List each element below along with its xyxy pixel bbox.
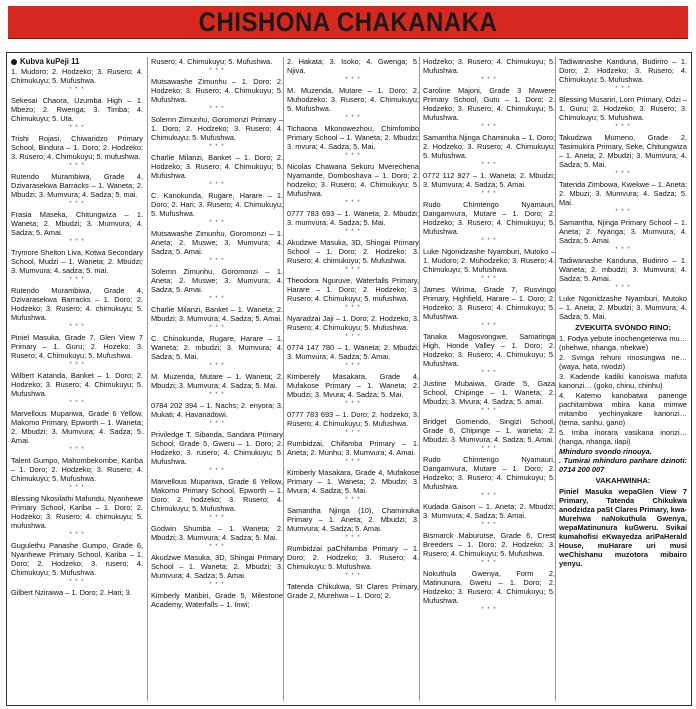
entry-separator: * * * xyxy=(481,607,497,613)
answer-entry: 0777 783 693 – 1. Doro; 2. hodzeko; 3. Rusero; 4. Chimukuyu; 5. Mufushwa. xyxy=(287,410,419,428)
entry-separator: * * * xyxy=(345,200,361,206)
rule-item: 4. Katemo kanobatwa panenge pachitambwa mbira kana mimwe mitambo yechinyakare kanonzi… (tema, sanhu, gano) xyxy=(559,391,687,427)
rules-title: ZVEKUITA SVONDO RINO: xyxy=(575,323,671,332)
answer-entry: Rudo Chimtengo Nyamauri, Dangamvura, Mutare – 1. Doro; 2. Hodzeko; 3. Rusero; 4. Chimukuyu; 5. Mufushwa. xyxy=(423,455,555,491)
answer-entry: Rudo Chimtengo Nyamauri, Dangamvura, Mutare – 1. Doro; 2. Hodzeko; 3. Rusero; 4. Chimukuyu; 5. Mufushwa. xyxy=(423,200,555,236)
answer-entry: Nicolas Chawana Sekuru Mverechena Nyamande, Domboshava – 1. Doro; 2. hodzeko; 3. Rusero; 4. Chimukuyu; 5. Mufushwa. xyxy=(287,162,419,198)
entry-separator: * * * xyxy=(209,468,225,474)
entry-separator: * * * xyxy=(345,497,361,503)
answer-entry: Rutendo Murambiwa, Grade 4, Dzivarasekwa Barracks – 1. Waneta; 2. Mbudzi; 3. Mumvura; 4. Sadza; 5. mai. xyxy=(11,172,143,199)
answer-entry: Hodzeko; 3. Rusero; 4. Chimukuyu; 5. Mufushwa. xyxy=(423,57,555,75)
answer-entry: Tadiwanashe Kanduna, Budiriro – 1. Doro; 2. Hodzeko; 3. Rusero; 4. Chimukuyu; 5. Mufushwa. xyxy=(559,57,687,84)
entry-separator: * * * xyxy=(481,276,497,282)
answer-entry: Samantha Njinga Chaminuka – 1. Doro; 2. Hodzeko; 3. Rusero; 4. Chimukuyu; 5. Mufushwa. xyxy=(423,133,555,160)
answer-entry: Caroline Majoni, Grade 3 Mawere Primary School, Gutu – 1. Doro; 2. Hodzeko; 3. Rusero; 4. Chimukuyu; 5. Mufushwa. xyxy=(423,86,555,122)
answer-entry: M. Muzenda, Mutare – 1. Waneta; 2. Mbudzi; 3. Mumvura; 4. Sadza; 5. Mai. xyxy=(151,372,283,390)
entry-separator: * * * xyxy=(209,544,225,550)
answer-entry: 0774 147 780 – 1. Waneta; 2. Mbudzi; 3. Mumvura; 4. Sadza; 5. Amai. xyxy=(287,343,419,361)
entry-separator: * * * xyxy=(209,144,225,150)
answer-entry: Bismarck Maburutse, Grade 6, Crest Breeders – 1. Doro; 2. Hodzeko; 3. Rusero; 4. Chimukuyu; 5. Mufushwa. xyxy=(423,531,555,558)
entry-separator: * * * xyxy=(615,171,631,177)
answer-entry: Samantha Njinga (10), Chaminuka Primary – 1. Aneta; 2. Mbudzi; 3. Mumvura; 4. Sadza; 5. Amai. xyxy=(287,506,419,533)
article-body xyxy=(6,52,692,706)
answer-entry: Charlie Milanzi, Banket – 1. Doro; 2. Hodzeko; 3. Rusero; 4. Chimukuyu; 5. Mufushwa. xyxy=(151,153,283,180)
answer-entry: C. Chinokunda, Rugare, Harare – 1. Waneta; 2. mbudzi; 3. Mumvura; 4. Sadza; 5. Mai. xyxy=(151,334,283,361)
entry-separator: * * * xyxy=(69,163,85,169)
answer-entry: Talent Gumpo, Mahombekombe, Kariba – 1. Doro; 2. Hodzeko; 3. Rusero; 4. Chimukuyu; 5. Mufushwa. xyxy=(11,456,143,483)
entry-separator: * * * xyxy=(209,106,225,112)
answer-entry: Tanaka Magosvongwe, Samaringa High, Honde Valley – 1. Doro; 2. Hodzeko; 3. Rusero; 4. Chimukuyu; 5. Mufushwa. xyxy=(423,332,555,368)
answer-entry: Marvellous Mupariwa, Grade 6 Yellow, Makomo Primary, Epworth – 1. Waneta; 2. Mbudzi; 3. Mumvura; 4. Sadza; 5. Amai. xyxy=(11,409,143,445)
section-heading xyxy=(11,57,143,66)
answer-entry: Theodora Nguruve, Waterfalls Primary, Harare – 1. Doro; 2. Hodzeko; 3. Rusero; 4. Chimukuyu; 5. mufushwa. xyxy=(287,276,419,303)
answer-entry: Trymore Shelton Liva, Kotwa Secondary School, Mudzi – 1. Waneta; 2. Mbudzi; 3. Mumvura; 4. sadza; 5. mai. xyxy=(11,248,143,275)
answer-entry: Tatenda Chikukwa, St Clares Primary, Grade 2, Murehwa – 1. Doro; 2. xyxy=(287,582,419,600)
entry-separator: * * * xyxy=(345,363,361,369)
entry-separator: * * * xyxy=(481,370,497,376)
entry-separator: * * * xyxy=(615,209,631,215)
answer-entry: Akudzwe Masuka, 3D, Shingai Primary School – 1. Doro; 2. Hodzeko; 3. Rusero; 4. chimukuyu; 5. Mufushwa. xyxy=(287,238,419,265)
answer-entry: Nokuthula Gwenya, Form 2, Matinunura, Gweru – 1. Doro; 2. Hodzeko; 3. Rusero; 4. Chimukuyu; 5. Mufushwa. xyxy=(423,569,555,605)
rule-item: 1. Fodya yebute inochengeterwa mu… (nhehwe, nhanga, nhekwe) xyxy=(559,334,687,352)
entry-separator: * * * xyxy=(209,258,225,264)
column-3 xyxy=(283,57,419,701)
entry-separator: * * * xyxy=(69,277,85,283)
entry-separator: * * * xyxy=(481,522,497,528)
rule-item: 3. Kadende kadiki kanoiswa mafuta kanonzi… (goko, chinu, chinhu) xyxy=(559,372,687,390)
answer-entry: 0777 783 693 – 1. Waneta; 2. Mbudzi; 3. mumvura; 4. Sadza; 5. Mai. xyxy=(287,209,419,227)
rules-footer-line2: . Tumirai mhinduro panhare dzinoti: 0714 200 007 xyxy=(559,456,687,474)
answer-entry: Frasia Maseka, Chitungwiza – 1. Waneta; 2. Mbudzi; 3. Mumvura; 4. Sadza; 5. Amai. xyxy=(11,210,143,237)
answer-entry: Rumbidzai paChifamba Primary – 1. Doro; 2. Hodzeko; 3. Rusero; 4. Chimukuyu; 5. Mufushwa. xyxy=(287,544,419,571)
answer-entry: Samantha, Njinga Primary School – 1. Aneta; 2. Nyanga; 3. Mumvura; 4. Sadza; 5. Amai. xyxy=(559,218,687,245)
entry-separator: * * * xyxy=(615,124,631,130)
answer-entry: Kimberly Masakara, Grade 4, Mufakose Primary – 1. Waneta; 2. Mbudzi; 3. Mvura; 4. Sadza; 5. Mai. xyxy=(287,468,419,495)
entry-separator: * * * xyxy=(69,239,85,245)
entry-separator: * * * xyxy=(69,201,85,207)
bullet-icon xyxy=(11,59,17,65)
entry-separator: * * * xyxy=(481,446,497,452)
entry-separator: * * * xyxy=(481,191,497,197)
answer-entry: Blessing Musariri, Lorn Primary, Odzi – 1. Guru; 2. Hodzeko; 3. Rusero; 3. Chimukuyu; 5. Mufushwa. xyxy=(559,95,687,122)
answer-entry: Sekesai Chaora, Uzumba High – 1. Mbezo; 2. Rwenga; 3. Timba; 4. Chimukuyu; 5. Uta. xyxy=(11,96,143,123)
entry-separator: * * * xyxy=(209,392,225,398)
answer-entry: Justine Mubaiwa, Grade 5, Gaza School, Chipinge – 1. Waneta; 2. Mbudzi; 3. Mvura; 4. Sadza; 5. amai. xyxy=(423,379,555,406)
winners-text: Piniel Masuka wepaGlen View 7 Primary, Tatenda Chikukwa anodzidza paSt Clares Primary, kwa-Murehwa naNokuthula Gwenya, wepaMatinunura kuGweru. Svikai kumahofisi eKwayedza ariPaHerald House, muHarare uri musi weChishanu muzotora mibairo yenyu. xyxy=(559,487,687,568)
answer-entry: 0772 112 927 – 1. Waneta; 2. Mbudzi; 3. Mumvura; 4. Sadza; 5. Amai. xyxy=(423,171,555,189)
entry-separator: * * * xyxy=(209,220,225,226)
entry-separator: * * * xyxy=(209,363,225,369)
entry-separator: * * * xyxy=(481,238,497,244)
entry-separator: * * * xyxy=(481,408,497,414)
entry-separator: * * * xyxy=(209,421,225,427)
entry-separator: * * * xyxy=(345,153,361,159)
entry-separator: * * * xyxy=(69,324,85,330)
answer-entry: Mutsawashe Zimunhu, Goromonzi – 1. Aneta; 2. Muswe; 3. Mumvura; 4. Sadza; 5. Amai. xyxy=(151,229,283,256)
column-4 xyxy=(419,57,555,701)
answer-entry: 2. Hakata; 3. Isoko; 4. Gwenga; 5. Njiva. xyxy=(287,57,419,75)
answer-entry: Gilbert Nziraiwa – 1. Doro; 2. Hari; 3. xyxy=(11,588,132,597)
answer-entry: Rutendo Murambiwa, Grade 4, Dzivarasekwa Barracks – 1. Doro; 2. Hodzeko; 3. Rusero; 4. chimukuyu; 5. Mufushwa. xyxy=(11,286,143,322)
entry-separator: * * * xyxy=(69,532,85,538)
entry-separator: * * * xyxy=(615,285,631,291)
entry-separator: * * * xyxy=(69,125,85,131)
answer-entry: Charlie Milanzi, Banket – 1. Waneta; 2. Mbudzi; 3. Mumvura; 4. Sadza; 5. Amai. xyxy=(151,305,283,323)
entry-separator: * * * xyxy=(481,77,497,83)
answer-entry: Blessing Nkosilathi Mafundu, Nyanhewe Primary School, Kariba – 1. Doro; 2. Hodzeko; 3. Rusero; 4. chimukuyu; 5. mufushwa. xyxy=(11,494,143,530)
answer-entry: Nyaradzai Jaji – 1. Doro; 2. Hodzeko; 3. Rusero; 4. Chimukuyu; 5. Mufushwa. xyxy=(287,314,419,332)
rule-item: 5. Imba inorara vasikana inonzi… (hanga, nhanga, ilapi) xyxy=(559,428,687,446)
column-2 xyxy=(147,57,283,701)
entry-separator: * * * xyxy=(69,579,85,585)
entry-separator: * * * xyxy=(345,305,361,311)
answer-entry: Marvellous Mupariwa, Grade 6 Yellow, Makomo Primary School, Epworth – 1. Doro; 2. hodzeko; 3. Rusero; 4. Chimukuyu; 5. Mufushwa. xyxy=(151,477,283,513)
column-5 xyxy=(555,57,687,701)
answer-entry: Solemn Zimunhu, Goromonzi – 1. Aneta; 2. Muswe; 3. Mumvura; 4. Sadza; 5. Amai. xyxy=(151,267,283,294)
answer-entry: Luke Ngonidzashe Nyamburi, Mutoko – 1. Aneta; 2. Mbudzi; 3. Mumvura; 4. Sadza; 5. Mai. xyxy=(559,294,687,321)
entry-separator: * * * xyxy=(69,447,85,453)
answer-entry: Rusero; 4. Chimukuyu; 5. Mufushwa. xyxy=(151,57,273,66)
answer-entry: Akudzwe Masuka, 3D, Shingai Primary School – 1. Waneta; 2. Mbudzi; 3. Mumvura; 4. Sadza; 5. Amai. xyxy=(151,553,283,580)
column-1 xyxy=(11,57,143,701)
answer-entry: Piniel Masuka, Grade 7, Glen View 7 Primary – 1. Guru; 2. Hozeko; 3. Rusero; 4. Chimukuyu; 5. Mufushwa. xyxy=(11,333,143,360)
answer-entry: Kimberely Masakara, Grade 4, Mufakose Primary – 1. Waneta; 2. Mbudzi; 3. Mvura; 4. Sadza; 5. Mai. xyxy=(287,372,419,399)
entry-separator: * * * xyxy=(345,267,361,273)
entry-separator: * * * xyxy=(209,515,225,521)
rules-footer-line1: Mhinduro svondo rinouya. xyxy=(559,447,652,456)
answer-entry: 1. Mudoro; 2. Hodzeko; 3. Rusero; 4. Chimukuyu; 5. Mufushwa. xyxy=(11,67,143,85)
entry-separator: * * * xyxy=(209,182,225,188)
entry-separator: * * * xyxy=(345,430,361,436)
answer-entry: Luke Ngonidzashe Nyamburi, Mutoko – 1. Mudoro; 2. Muhodzeko; 3. Rusero; 4. Chimukuyu; 5. Mufushwa. xyxy=(423,247,555,274)
rule-item: 2. Svinga rehuni rinosungwa ne… (waya, hata, rwodzi) xyxy=(559,353,687,371)
entry-separator: * * * xyxy=(345,535,361,541)
section-heading-text: Kubva kuPeji 11 xyxy=(20,57,80,66)
answer-entry: Tatenda Zimbowa, Kwekwe – 1. Aneta; 2. Mbuzi; 3. Mumvura; 4. Sadza; 5. Mai. xyxy=(559,180,687,207)
answer-entry: Gugulethu Panashe Gumpo, Grade 6, Nyanhewe Primary School, Kariba – 1. Doro; 2. Hodzeko; 3. rusero; 4. Chimukuyu; 5. Mufushwa. xyxy=(11,541,143,577)
entry-separator: * * * xyxy=(615,86,631,92)
entry-separator: * * * xyxy=(345,334,361,340)
answer-entry: Kimberly Matibiri, Grade 5, Milestone Academy, Waterfalls – 1. Inwi; xyxy=(151,591,283,609)
entry-separator: * * * xyxy=(345,229,361,235)
answer-entry: Godwin Shumba – 1. Waneta; 2. Mbudzi; 3. Mumvura; 4. Sadza; 5. Mai. xyxy=(151,524,283,542)
answer-entry: Takudzwa Mumeno, Grade 2, Tasimukira Primary, Seke, Chitungwiza – 1. Aneta; 2. Mbudzi; 3. Mumvura; 4. Sadza; 5. Mai. xyxy=(559,133,687,169)
entry-separator: * * * xyxy=(69,485,85,491)
answer-entry: Bridget Gomendo, Singizi School, Grade 6, Chipinge – 1. waneta; 2. Mbudzi; 3. Mumvura; 4. Sadza; 5. Amai. xyxy=(423,417,555,444)
answer-entry: Solemn Zimunhu, Goromonzi Primary – 1. Doro; 2. Hodzeko; 3. Rusero; 4. Chimukuyu; 5. Mufushwa. xyxy=(151,115,283,142)
entry-separator: * * * xyxy=(345,459,361,465)
entry-separator: * * * xyxy=(615,247,631,253)
entry-separator: * * * xyxy=(345,77,361,83)
answer-entry: 0784 202 394 – 1. Nachs; 2. enyora; 3. Mukati; 4. Havanadowi. xyxy=(151,401,283,419)
entry-separator: * * * xyxy=(345,573,361,579)
entry-separator: * * * xyxy=(345,401,361,407)
answer-entry: C. Kanokunda, Rugare, Harare – 1. Doro; 2. Hari; 3. Rusero; 4. Chimukuyu; 5. Mufushwa. xyxy=(151,191,283,218)
entry-separator: * * * xyxy=(345,115,361,121)
answer-entry: James Wirima, Grade 7, Rusvingo Primary, Highfield, Harare – 1. Doro; 2. Hodzeko; 3. Rusero; 4. Chimukuyu; 5. Mufushwa. xyxy=(423,285,555,321)
entry-separator: * * * xyxy=(481,323,497,329)
entry-separator: * * * xyxy=(209,296,225,302)
entry-separator: * * * xyxy=(69,87,85,93)
answer-entry: Tadiwanashe Kanduna, Budiriro – 1. Waneta; 2. mbudzi; 3. Mumvura; 4. Sadza; 5. Amai. xyxy=(559,256,687,283)
winners-title: VAKAHWINHA: xyxy=(595,476,651,485)
entry-separator: * * * xyxy=(481,560,497,566)
title-banner xyxy=(8,6,688,39)
entry-separator: * * * xyxy=(69,400,85,406)
answer-entry: Wilbert Katanda, Banket – 1. Doro; 2. Hodzeko; 3. Rusero; 4. Chimukuyu; 5. Mufushwa. xyxy=(11,371,143,398)
entry-separator: * * * xyxy=(209,68,225,74)
entry-separator: * * * xyxy=(209,325,225,331)
entry-separator: * * * xyxy=(481,124,497,130)
answer-entry: Trishi Rojasi, Chiwaridzo Primary School, Bindura – 1. Doro; 2. Hodzeko; 3. Rusero; 4. Chimukuyu; 5. mufushwa. xyxy=(11,134,143,161)
answer-entry: Priviledge T. Sibanda, Sandara Primary School, Grade 5, Gweru – 1. Doro; 2. Hodzeko; 3. rusero; 4. Chimukuyu; 5. Mufushwa. xyxy=(151,430,283,466)
entry-separator: * * * xyxy=(481,162,497,168)
answer-entry: Mutsawashe Zimunhu – 1. Doro; 2. Hodzeko; 3. Rusero; 4. Chimukuyu; 5. Mufushwa. xyxy=(151,77,283,104)
answer-entry: Kudada Gaison – 1. Aneta; 2. Mbudzi; 3. Mumvura; 4. Sadza; 5. Amai. xyxy=(423,502,555,520)
entry-separator: * * * xyxy=(209,582,225,588)
answer-entry: M. Muzenda, Mutare – 1. Doro; 2. Muhodzeko; 3. Rusero; 4. Chimukuyu; 5. Mufushwa. xyxy=(287,86,419,113)
entry-separator: * * * xyxy=(481,493,497,499)
answer-entry: Tichaona Mkonowezhou, Chimfombo Primary School – 1. Waneta; 2. Mbudzi; 3. mvura; 4. Sadza; 5. Mai. xyxy=(287,124,419,151)
answer-entry: Rumbidzai, Chifamba Primary – 1. Aneta; 2. Munhu; 3. Mumvura; 4. Amai. xyxy=(287,439,419,457)
entry-separator: * * * xyxy=(69,362,85,368)
page-title: CHISHONA CHAKANAKA xyxy=(198,7,498,38)
